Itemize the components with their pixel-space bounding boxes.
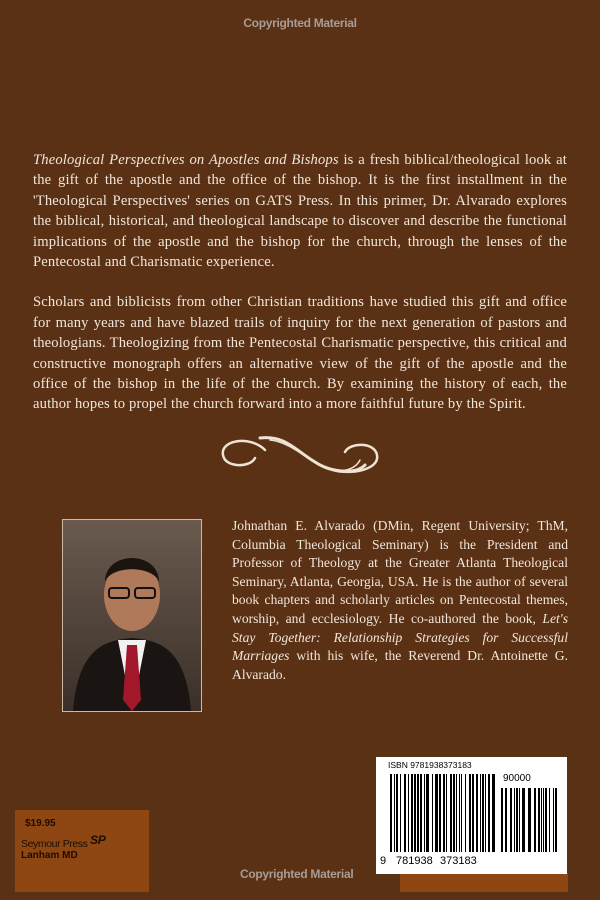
barcode-digit-lead: 9 — [380, 855, 387, 867]
blurb-paragraph-1 — [33, 150, 567, 272]
isbn-label: ISBN 9781938373183 — [388, 760, 472, 770]
barcode-bar — [420, 774, 422, 852]
barcode-digits-1: 781938 — [396, 855, 433, 867]
barcode-bar — [435, 774, 438, 852]
barcode-bar — [516, 788, 518, 852]
barcode-bar — [541, 788, 542, 852]
barcode-bar — [394, 774, 395, 852]
barcode-bar — [545, 788, 547, 852]
barcode-bar — [443, 774, 445, 852]
barcode-bar — [408, 774, 409, 852]
barcode-bar — [414, 774, 416, 852]
barcode-bar — [538, 788, 540, 852]
barcode-digits-2: 373183 — [440, 855, 477, 867]
barcode-bar — [453, 774, 455, 852]
barcode-bar — [553, 788, 554, 852]
barcode-bar — [456, 774, 457, 852]
publisher-name: Seymour Press SP — [21, 833, 106, 850]
orange-strip — [400, 873, 568, 892]
barcode-bar — [510, 788, 512, 852]
barcode-bar — [439, 774, 441, 852]
barcode-bar — [528, 788, 531, 852]
barcode-bar — [534, 788, 536, 852]
barcode-bar — [465, 774, 466, 852]
isbn-barcode — [376, 757, 567, 874]
barcode-bar — [459, 774, 460, 852]
price: $19.95 — [25, 818, 56, 829]
barcode-bar — [450, 774, 452, 852]
barcode-bar — [519, 788, 520, 852]
barcode-bar — [472, 774, 474, 852]
author-bio — [232, 517, 568, 684]
blurb — [33, 150, 567, 435]
barcode-bar — [501, 788, 503, 852]
barcode-bar — [549, 788, 550, 852]
barcode-bars — [390, 774, 496, 852]
barcode-addon-bars — [501, 788, 561, 852]
publisher-logo: SP — [90, 833, 106, 847]
author-photo — [62, 519, 202, 712]
barcode-bar — [469, 774, 471, 852]
barcode-bar — [404, 774, 406, 852]
barcode-bar — [492, 774, 495, 852]
coauthored-book-title: Let's Stay Together: Relationship Strategies for Successful Marriages — [232, 610, 568, 664]
publisher-city: Lanham MD — [21, 850, 78, 861]
barcode-bar — [505, 788, 507, 852]
barcode-bar — [396, 774, 398, 852]
barcode-bar — [476, 774, 478, 852]
barcode-bar — [555, 788, 557, 852]
barcode-bar — [400, 774, 401, 852]
barcode-bar — [480, 774, 481, 852]
barcode-bar — [543, 788, 544, 852]
barcode-bar — [426, 774, 429, 852]
barcode-bar — [514, 788, 515, 852]
barcode-bar — [432, 774, 433, 852]
barcode-bar — [417, 774, 419, 852]
flourish-ornament — [215, 430, 385, 480]
barcode-bar — [485, 774, 486, 852]
barcode-bar — [446, 774, 447, 852]
barcode-bar — [461, 774, 462, 852]
book-title: Theological Perspectives on Apostles and Bishops — [33, 152, 339, 168]
blurb-paragraph-2: Scholars and biblicists from other Christian traditions have studied this gift and office for many years and have blazed trails of inquiry for the next generation of pastors and theologians. Theologizing from the Pentecostal Charismatic perspective, this critical and constructive monograph offers an alternative view of the gift of the apostle and the office of the bishop in the life of the church. By examining the history of each, the author hopes to propel the church forward into a more faithful future by the Spirit. — [33, 294, 567, 413]
blurb-text: is a fresh biblical/theological look at the gift of the apostle and the office of the bishop. It is the first installment in the 'Theological Perspectives' series on GATS Press. In this primer, Dr. Alvarado explores the biblical, historical, and theological landscape to discover and describe the functional implications of the apostle and the bishop for the church, through the lenses of the Pentecostal and Charismatic experience. — [33, 152, 567, 271]
watermark-top: Copyrighted Material — [243, 16, 357, 30]
barcode-bar — [522, 788, 525, 852]
watermark-bottom: Copyrighted Material — [240, 867, 354, 881]
barcode-bar — [482, 774, 484, 852]
barcode-bar — [411, 774, 413, 852]
barcode-bar — [424, 774, 425, 852]
barcode-bar — [390, 774, 392, 852]
addon-code: 90000 — [503, 773, 531, 784]
bio-text: Johnathan E. Alvarado (DMin, Regent University; ThM, Columbia Theological Seminary) is the President and Professor of Theology at the Greater Atlanta Theological Seminary, Atlanta, Georgia, USA. He is the author of several book chapters and scholarly articles on Pentecostal themes, worship, and ecclesiology. He co-authored the book, — [232, 518, 568, 626]
bio-text-end: with his wife, the Reverend Dr. Antoinette G. Alvarado. — [232, 648, 568, 682]
barcode-bar — [488, 774, 490, 852]
price-publisher-box — [15, 810, 149, 892]
